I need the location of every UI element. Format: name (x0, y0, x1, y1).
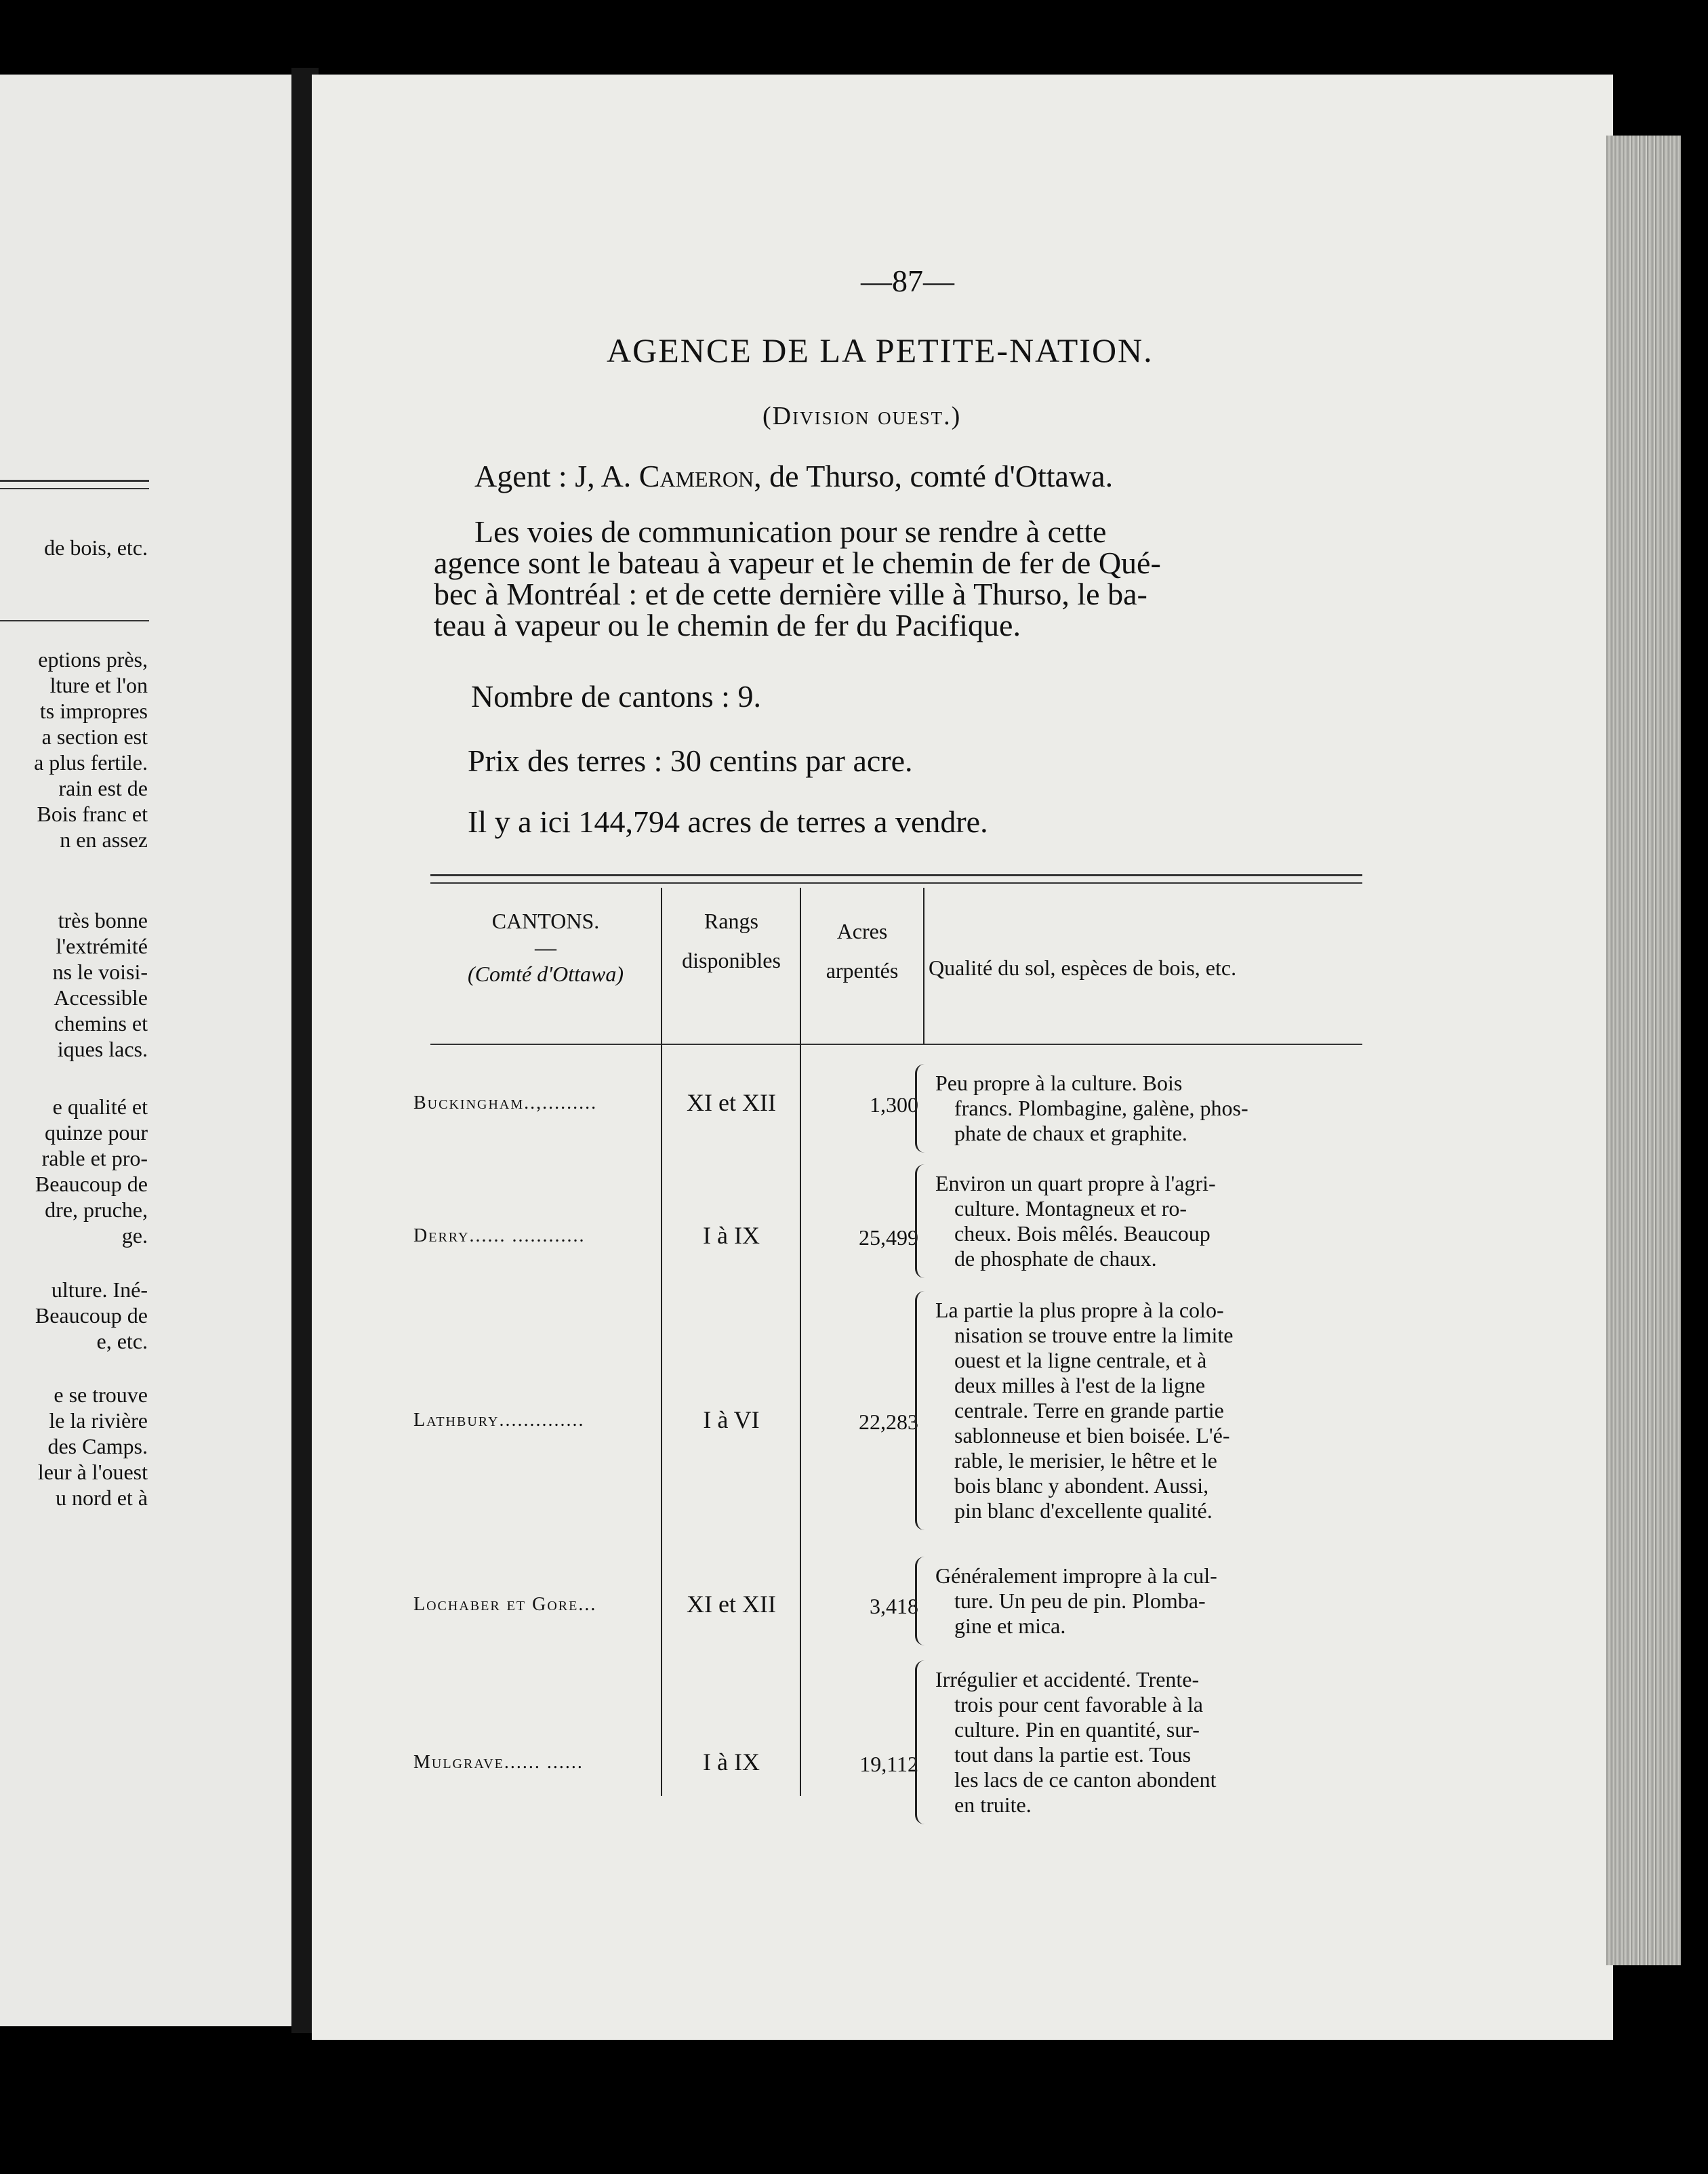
description-line: les lacs de ce canton abondent (954, 1767, 1217, 1792)
left-page-line: ge. (121, 1223, 148, 1248)
canton-acres: 19,112 (859, 1752, 918, 1776)
left-page-line: chemins et (54, 1011, 148, 1035)
description-line: pin blanc d'excellente qualité. (954, 1498, 1213, 1523)
description-line: Généralement impropre à la cul- (935, 1563, 1217, 1588)
intro-line: Les voies de communication pour se rendre à cette (474, 514, 1107, 549)
description-brace (915, 1660, 937, 1824)
description-line: La partie la plus propre à la colo- (935, 1298, 1224, 1322)
agent-location: , de Thurso, comté d'Ottawa. (754, 459, 1114, 493)
canton-acres: 3,418 (870, 1594, 918, 1618)
canton-acres: 22,283 (859, 1410, 918, 1434)
column-divider (923, 888, 924, 1044)
description-line: gine et mica. (954, 1614, 1066, 1638)
acres-for-sale: Il y a ici 144,794 acres de terres a vendre. (468, 804, 988, 839)
description-line: Irrégulier et accidenté. Trente- (935, 1667, 1200, 1691)
canton-rangs: I à IX (703, 1748, 760, 1776)
intro-line: bec à Montréal : et de cette dernière ville à Thurso, le ba- (434, 577, 1147, 611)
left-page-line: dre, pruche, (45, 1197, 148, 1222)
header-cantons-label: CANTONS. (491, 909, 600, 933)
header-qualite: Qualité du sol, espèces de bois, etc. (929, 956, 1237, 980)
left-page-line: Beaucoup de (35, 1172, 148, 1196)
header-comte: (Comté d'Ottawa) (468, 962, 624, 986)
left-page-line: l'extrémité (56, 934, 148, 958)
canton-rangs: I à VI (703, 1406, 760, 1433)
header-acres-2: arpentés (826, 958, 899, 983)
left-rule-2 (0, 488, 149, 489)
cantons-count: Nombre de cantons : 9. (471, 679, 761, 714)
canton-description (935, 1171, 1216, 1271)
agent-name: Cameron (638, 459, 754, 493)
left-page-line: e, etc. (96, 1329, 148, 1353)
left-page-line: u nord et à (56, 1485, 148, 1510)
canton-rangs: I à IX (703, 1222, 760, 1249)
left-page-line: quinze pour (45, 1120, 148, 1145)
description-line: nisation se trouve entre la limite (954, 1323, 1234, 1347)
left-page-line: a section est (41, 724, 148, 749)
header-rangs-2: disponibles (682, 948, 781, 972)
left-page-line: Bois franc et (37, 802, 148, 826)
canton-rangs: XI et XII (687, 1089, 776, 1116)
intro-line: agence sont le bateau à vapeur et le chemin de fer de Qué- (434, 546, 1161, 580)
description-line: centrale. Terre en grande partie (954, 1398, 1224, 1422)
page-title: AGENCE DE LA PETITE-NATION. (607, 331, 1154, 369)
canton-acres: 1,300 (870, 1092, 918, 1117)
left-rule-3 (0, 620, 149, 621)
description-line: rable, le merisier, le hêtre et le (954, 1448, 1217, 1473)
description-line: sablonneuse et bien boisée. L'é- (954, 1423, 1230, 1448)
left-page-line: Accessible (54, 985, 148, 1010)
left-page-line: des Camps. (47, 1434, 148, 1458)
description-line: francs. Plombagine, galène, phos- (954, 1096, 1248, 1120)
land-price: Prix des terres : 30 centins par acre. (468, 743, 913, 778)
left-page-line: de bois, etc. (44, 535, 148, 560)
left-page-line: n en assez (60, 827, 148, 852)
description-brace (915, 1164, 937, 1278)
page-edges (1606, 136, 1681, 1965)
left-page-line: ts impropres (39, 699, 148, 723)
left-page-line: Beaucoup de (35, 1303, 148, 1328)
canton-name: Lochaber et Gore... (413, 1594, 597, 1615)
description-line: phate de chaux et graphite. (954, 1121, 1187, 1145)
description-line: Peu propre à la culture. Bois (935, 1071, 1183, 1095)
description-brace (915, 1557, 937, 1645)
left-page-line: e qualité et (52, 1094, 148, 1119)
description-line: deux milles à l'est de la ligne (954, 1373, 1206, 1397)
left-page-line: e se trouve (54, 1382, 148, 1407)
canton-name: Derry...... ............ (413, 1225, 586, 1246)
header-acres-1: Acres (836, 919, 888, 943)
canton-name: Mulgrave...... ...... (413, 1752, 584, 1773)
intro-line: teau à vapeur ou le chemin de fer du Pacifique. (434, 608, 1021, 642)
left-page-line: rable et pro- (41, 1146, 148, 1170)
description-line: culture. Montagneux et ro- (954, 1196, 1187, 1221)
page-number: —87— (861, 264, 954, 298)
description-line: en truite. (954, 1792, 1032, 1817)
table-top-rule-2 (430, 882, 1362, 884)
left-page-line: eptions près, (38, 647, 148, 672)
left-page-line: lture et l'on (49, 673, 148, 697)
left-page-line: très bonne (58, 908, 148, 932)
column-divider (800, 888, 801, 1796)
description-line: culture. Pin en quantité, sur- (954, 1717, 1200, 1742)
canton-acres: 25,499 (859, 1225, 918, 1250)
left-page-line: rain est de (58, 776, 148, 800)
intro-paragraph (434, 516, 1161, 641)
canton-name: Lathbury.............. (413, 1410, 585, 1431)
description-brace (915, 1291, 937, 1530)
description-line: tout dans la partie est. Tous (954, 1742, 1192, 1767)
table-header-rule (430, 1044, 1362, 1045)
canton-description (935, 1563, 1217, 1639)
table-top-rule (430, 874, 1362, 876)
agent-line (474, 461, 1113, 492)
canton-description (935, 1298, 1233, 1523)
left-rule-1 (0, 480, 149, 482)
header-cantons (430, 901, 661, 993)
column-divider (661, 888, 662, 1796)
description-line: Environ un quart propre à l'agri- (935, 1171, 1216, 1195)
left-page (0, 75, 298, 2026)
description-line: de phosphate de chaux. (954, 1246, 1157, 1271)
header-rangs (663, 901, 800, 980)
description-line: ouest et la ligne centrale, et à (954, 1348, 1207, 1372)
agent-initials: J, A. (575, 459, 632, 493)
canton-description (935, 1071, 1248, 1146)
description-line: ture. Un peu de pin. Plomba- (954, 1588, 1206, 1613)
canton-name: Buckingham..,......... (413, 1092, 598, 1113)
description-brace (915, 1064, 937, 1153)
left-page-line: ulture. Iné- (51, 1277, 148, 1302)
description-line: cheux. Bois mêlés. Beaucoup (954, 1221, 1211, 1246)
header-rangs-1: Rangs (704, 909, 758, 933)
header-cantons-dash: — (535, 935, 556, 960)
description-line: trois pour cent favorable à la (954, 1692, 1203, 1717)
left-page-line: le la rivière (49, 1408, 148, 1433)
header-acres (801, 911, 923, 990)
page-subtitle: (Division ouest.) (762, 402, 962, 430)
agent-label: Agent : (474, 459, 567, 493)
canton-description (935, 1667, 1217, 1818)
left-page-line: leur à l'ouest (37, 1460, 148, 1484)
canton-rangs: XI et XII (687, 1591, 776, 1618)
left-page-line: iques lacs. (57, 1037, 148, 1061)
left-page-line: ns le voisi- (52, 960, 148, 984)
description-line: bois blanc y abondent. Aussi, (954, 1473, 1209, 1498)
left-page-line: a plus fertile. (34, 750, 148, 775)
